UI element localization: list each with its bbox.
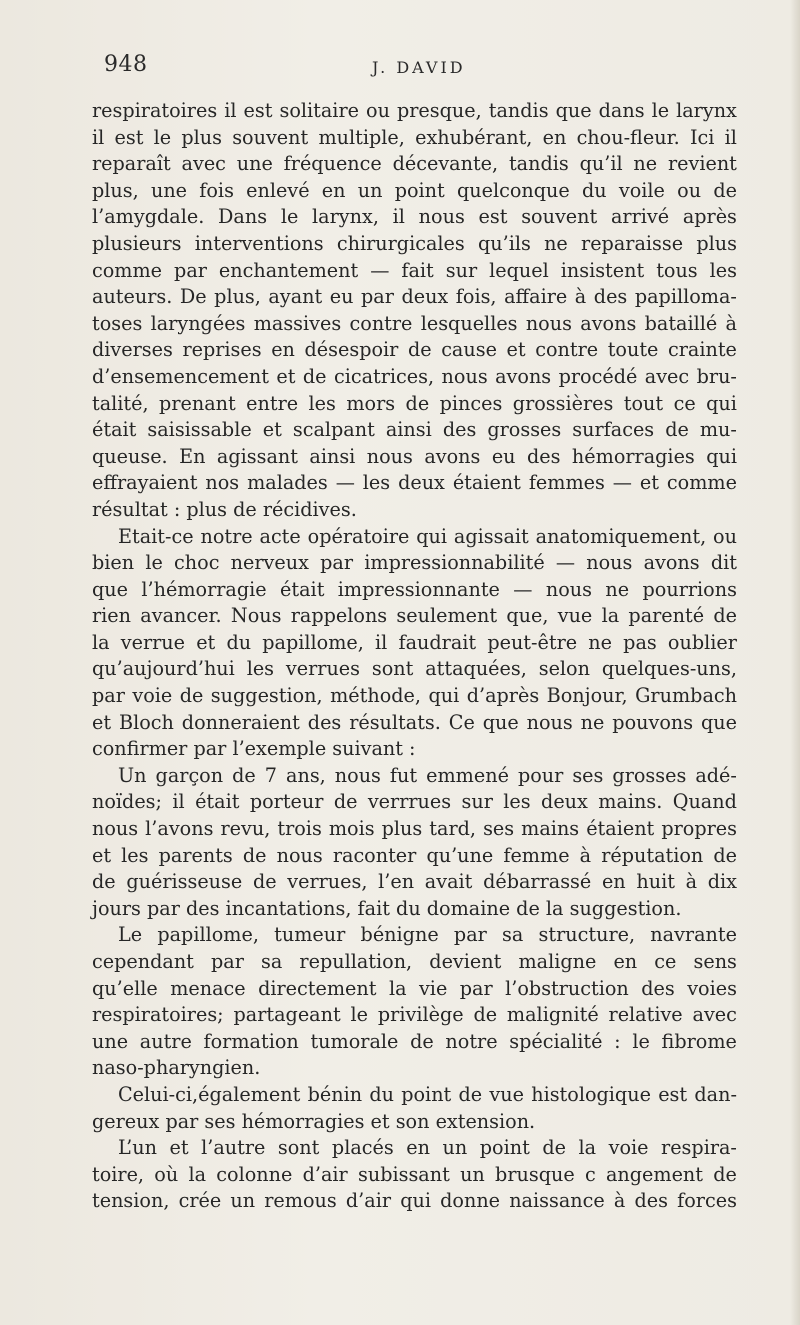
text-line: il est le plus souvent multiple, exhubérant, en chou-fleur. Ici il	[92, 125, 737, 149]
text-line: L’un et l’autre sont placés en un point de la voie respira-	[118, 1136, 737, 1160]
text-line: talité, prenant entre les mors de pinces grossières tout ce qui	[92, 391, 737, 415]
text-line: la verrue et du papillome, il faudrait peut-être ne pas oublier	[92, 630, 737, 654]
text-line: confirmer par l’exemple suivant :	[92, 737, 416, 761]
page-header	[104, 52, 736, 92]
text-line: Celui-ci,également bénin du point de vue histologique est dan-	[118, 1082, 737, 1106]
text-line: noïdes; il était porteur de verrrues sur les deux mains. Quand	[92, 790, 737, 814]
text-line: et les parents de nous raconter qu’une femme à réputation de	[92, 843, 737, 867]
text-line: Un garçon de 7 ans, nous fut emmené pour ses grosses adé-	[118, 763, 737, 787]
text-line: respiratoires il est solitaire ou presque, tandis que dans le larynx	[92, 99, 737, 122]
text-line: d’ensemencement et de cicatrices, nous avons procédé avec bru-	[92, 364, 737, 388]
text-line: que l’hémorragie était impressionnante — nous ne pourrions	[92, 577, 737, 601]
text-line: plusieurs interventions chirurgicales qu’ils ne reparaisse plus	[92, 231, 737, 255]
text-line: rien avancer. Nous rappelons seulement que, vue la parenté de	[92, 604, 737, 628]
page-edge-shadow	[790, 0, 800, 1325]
text-line: résultat : plus de récidives.	[92, 497, 357, 521]
text-line: respiratoires; partageant le privilège de malignité relative avec	[92, 1003, 737, 1027]
text-line: bien le choc nerveux par impressionnabilité — nous avons dit	[92, 551, 737, 575]
text-line: cependant par sa repullation, devient maligne en ce sens	[92, 950, 737, 973]
text-line: une autre formation tumorale de notre spécialité : le fibrome	[92, 1029, 737, 1053]
text-line: tension, crée un remous d’air qui donne naissance à des forces	[92, 1189, 737, 1213]
text-line: jours par des incantations, fait du domaine de la suggestion.	[92, 896, 682, 920]
text-line: diverses reprises en désespoir de cause et contre toute crainte	[92, 338, 737, 362]
text-line: gereux par ses hémorragies et son extension.	[92, 1109, 536, 1133]
text-line: comme par enchantement — fait sur lequel insistent tous les	[92, 258, 737, 282]
text-line: toire, où la colonne d’air subissant un brusque c angement de	[92, 1162, 737, 1186]
text-line: l’amygdale. Dans le larynx, il nous est souvent arrivé après	[92, 205, 737, 229]
text-line: plus, une fois enlevé en un point quelconque du voile ou de	[92, 178, 737, 202]
text-line: par voie de suggestion, méthode, qui d’après Bonjour, Grumbach	[92, 684, 737, 708]
text-line: Le papillome, tumeur bénigne par sa structure, navrante	[118, 923, 737, 947]
text-line: et Bloch donneraient des résultats. Ce que nous ne pouvons que	[92, 710, 737, 734]
text-line: naso-pharyngien.	[92, 1056, 261, 1080]
text-line: auteurs. De plus, ayant eu par deux fois, affaire à des papilloma-	[92, 285, 737, 309]
text-line: queuse. En agissant ainsi nous avons eu des hémorragies qui	[92, 444, 737, 468]
body-text	[92, 98, 737, 1215]
text-line: toses laryngées massives contre lesquelles nous avons bataillé à	[92, 311, 737, 335]
text-line: effrayaient nos malades — les deux étaient femmes — et comme	[92, 471, 737, 495]
text-line: nous l’avons revu, trois mois plus tard, ses mains étaient propres	[92, 817, 737, 841]
text-line: qu’aujourd’hui les verrues sont attaquées, selon quelques-uns,	[92, 657, 737, 681]
text-line: de guérisseuse de verrues, l’en avait débarrassé en huit à dix	[92, 870, 737, 894]
text-line: qu’elle menace directement la vie par l’obstruction des voies	[92, 976, 737, 1000]
page-number: 948	[104, 52, 148, 77]
text-line: Etait-ce notre acte opératoire qui agissait anatomiquement, ou	[118, 524, 737, 548]
running-head: J. DAVID	[372, 58, 466, 77]
text-line: reparaît avec une fréquence décevante, tandis qu’il ne revient	[92, 152, 737, 176]
text-line: était saisissable et scalpant ainsi des grosses surfaces de mu-	[92, 418, 737, 442]
